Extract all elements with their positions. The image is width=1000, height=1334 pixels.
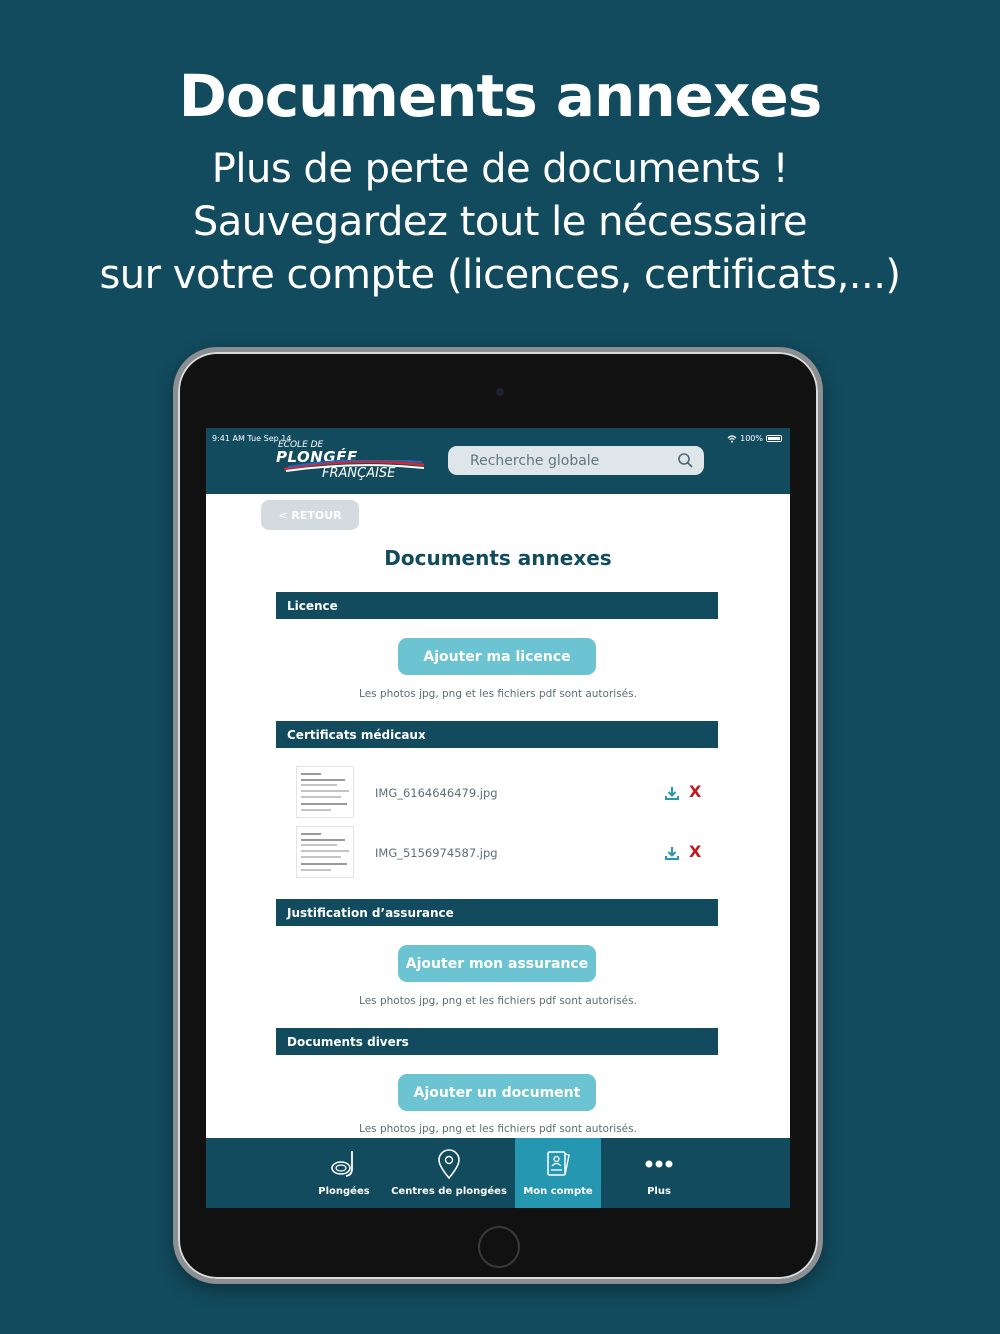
licence-file-hint: Les photos jpg, png et les fichiers pdf sont autorisés. (359, 688, 637, 700)
documents-icon (541, 1147, 575, 1181)
add-assurance-button[interactable]: Ajouter mon assurance (398, 945, 596, 982)
status-indicators (727, 434, 782, 443)
wifi-icon (727, 435, 737, 443)
tab-plus[interactable] (616, 1138, 702, 1208)
more-dots-icon (642, 1147, 676, 1181)
front-camera (496, 388, 504, 396)
home-button[interactable] (478, 1226, 520, 1268)
app-logo[interactable] (274, 440, 424, 484)
back-button[interactable]: < RETOUR (261, 500, 359, 530)
tab-label: Centres de plongées (391, 1186, 507, 1197)
tab-plongees[interactable] (302, 1138, 386, 1208)
add-licence-button[interactable]: Ajouter ma licence (398, 638, 596, 675)
tab-centres[interactable] (392, 1138, 506, 1208)
search-input[interactable] (448, 446, 704, 475)
logo-line-3: FRANÇAISE (322, 466, 396, 481)
file-row (296, 766, 716, 822)
battery-percent: 100% (740, 434, 763, 443)
app-screen (206, 428, 790, 1208)
promo-line-1: Plus de perte de documents ! (211, 146, 789, 192)
section-header-licence: Licence (276, 592, 718, 619)
file-thumbnail[interactable] (296, 826, 354, 878)
section-header-certificats: Certificats médicaux (276, 721, 718, 748)
delete-icon[interactable]: X (689, 782, 702, 801)
promo-line-2: Sauvegardez tout le nécessaire (192, 199, 808, 245)
delete-icon[interactable]: X (689, 842, 702, 861)
map-pin-icon (432, 1147, 466, 1181)
logo-line-2: PLONGÉE (276, 448, 358, 466)
battery-icon (766, 435, 782, 442)
search-placeholder: Recherche globale (470, 452, 600, 469)
add-document-button[interactable]: Ajouter un document (398, 1074, 596, 1111)
file-name: IMG_5156974587.jpg (375, 846, 498, 860)
tab-mon-compte[interactable] (515, 1138, 601, 1208)
tablet-frame (173, 347, 823, 1284)
download-icon[interactable] (664, 845, 680, 861)
logo-line-1: ÉCOLE DE (278, 440, 324, 450)
assurance-file-hint: Les photos jpg, png et les fichiers pdf sont autorisés. (359, 995, 637, 1007)
divers-file-hint: Les photos jpg, png et les fichiers pdf sont autorisés. (359, 1123, 637, 1135)
file-thumbnail[interactable] (296, 766, 354, 818)
file-name: IMG_6164646479.jpg (375, 786, 498, 800)
bottom-tab-bar (206, 1138, 790, 1208)
promo-headline: Documents annexes (178, 62, 822, 130)
page-title: Documents annexes (384, 546, 612, 570)
search-icon[interactable] (677, 452, 694, 469)
section-header-divers: Documents divers (276, 1028, 718, 1055)
section-header-assurance: Justification d’assurance (276, 899, 718, 926)
promo-line-3: sur votre compte (licences, certificats,...) (99, 252, 901, 298)
tab-label: Plongées (318, 1186, 370, 1197)
app-header (206, 428, 790, 494)
status-time: 9:41 AM Tue Sep 14 (212, 434, 292, 443)
snorkel-mask-icon (327, 1147, 361, 1181)
file-row (296, 826, 716, 882)
tab-label: Plus (647, 1186, 671, 1197)
download-icon[interactable] (664, 785, 680, 801)
tab-label: Mon compte (523, 1186, 593, 1197)
